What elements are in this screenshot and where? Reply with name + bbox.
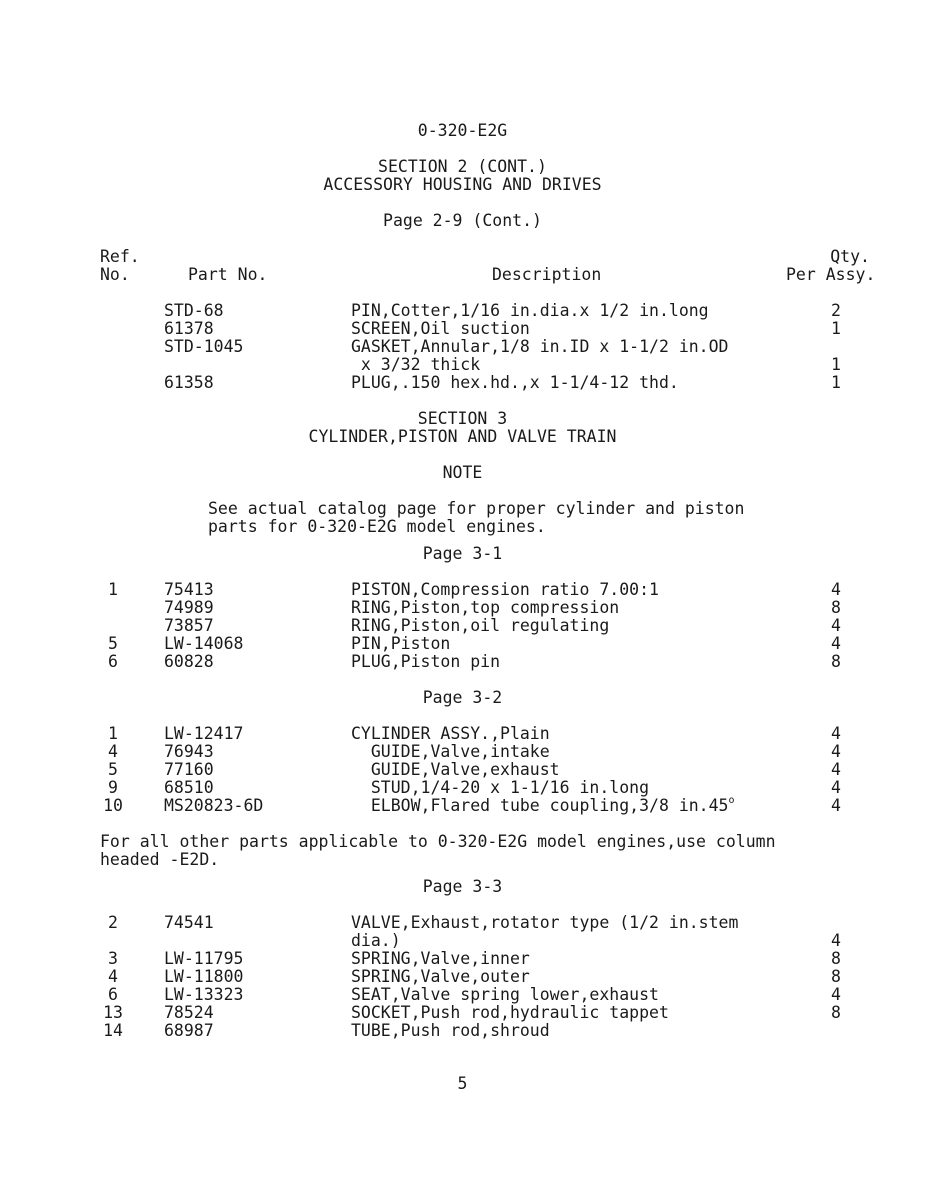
part-description: GUIDE,Valve,intake <box>351 742 550 761</box>
col-qty-header-line1: Qty. <box>830 247 870 266</box>
note-text-line1: See actual catalog page for proper cylinder and piston <box>208 499 745 518</box>
col-description-header: Description <box>492 265 602 284</box>
part-description: RING,Piston,top compression <box>351 598 620 617</box>
part-number: LW-13323 <box>164 985 244 1004</box>
part-number: 68510 <box>164 778 214 797</box>
part-description: RING,Piston,oil regulating <box>351 616 610 635</box>
part-qty: 8 <box>831 598 841 617</box>
page-reference: Page 2-9 (Cont.) <box>383 211 542 230</box>
ref-number: 4 <box>108 967 118 986</box>
note-heading: NOTE <box>442 463 483 482</box>
ref-number: 4 <box>108 742 118 761</box>
part-number: LW-12417 <box>164 724 244 743</box>
part-description: PISTON,Compression ratio 7.00:1 <box>351 580 659 599</box>
page-3-2-label: Page 3-2 <box>422 688 503 707</box>
part-number: LW-14068 <box>164 634 244 653</box>
note-text-line2: parts for 0-320-E2G model engines. <box>208 517 546 536</box>
ref-number: 5 <box>108 760 118 779</box>
part-number: LW-11800 <box>164 967 244 986</box>
ref-number: 1 <box>108 580 118 599</box>
col-part-header: Part No. <box>188 265 268 284</box>
part-description: STUD,1/4-20 x 1-1/16 in.long <box>351 778 650 797</box>
part-description-text: ELBOW,Flared tube coupling,3/8 in.45 <box>351 796 729 815</box>
part-description: TUBE,Push rod,shroud <box>351 1021 550 1040</box>
part-qty: 8 <box>831 949 841 968</box>
part-description: SPRING,Valve,inner <box>351 949 530 968</box>
part-description: SEAT,Valve spring lower,exhaust <box>351 985 659 1004</box>
section3-title: SECTION 3 <box>417 409 508 428</box>
part-number: 74989 <box>164 598 214 617</box>
part-description: PIN,Piston <box>351 634 451 653</box>
other-parts-note-line1: For all other parts applicable to 0-320-E2G model engines,use column <box>100 832 776 851</box>
part-qty: 8 <box>831 652 841 671</box>
part-qty: 1 <box>831 355 841 374</box>
part-number: 78524 <box>164 1003 214 1022</box>
part-qty: 8 <box>831 1003 841 1022</box>
page-3-3-label: Page 3-3 <box>422 877 503 896</box>
part-description: CYLINDER ASSY.,Plain <box>351 724 550 743</box>
part-description: SCREEN,Oil suction <box>351 319 530 338</box>
model-heading: 0-320-E2G <box>417 121 508 140</box>
part-description-cont: dia.) <box>351 931 401 950</box>
part-number: MS20823-6D <box>164 796 264 815</box>
part-number: 61378 <box>164 319 214 338</box>
part-description: PIN,Cotter,1/16 in.dia.x 1/2 in.long <box>351 301 709 320</box>
ref-number: 9 <box>108 778 118 797</box>
part-description: PLUG,.150 hex.hd.,x 1-1/4-12 thd. <box>351 373 679 392</box>
part-number: LW-11795 <box>164 949 244 968</box>
page-number: 5 <box>457 1074 468 1093</box>
col-qty-header-line2: Per Assy. <box>786 265 876 284</box>
part-number: 61358 <box>164 373 214 392</box>
part-qty: 1 <box>831 319 841 338</box>
part-qty: 4 <box>831 985 841 1004</box>
ref-number: 3 <box>108 949 118 968</box>
part-description: GUIDE,Valve,exhaust <box>351 760 560 779</box>
part-qty: 4 <box>831 580 841 599</box>
part-qty: 1 <box>831 373 841 392</box>
part-qty: 4 <box>831 778 841 797</box>
part-qty: 4 <box>831 796 841 815</box>
part-number: 77160 <box>164 760 214 779</box>
other-parts-note-line2: headed -E2D. <box>100 850 220 869</box>
part-qty: 2 <box>831 301 841 320</box>
part-number: 73857 <box>164 616 214 635</box>
ref-number: 5 <box>108 634 118 653</box>
part-qty: 4 <box>831 616 841 635</box>
part-description <box>351 797 735 815</box>
part-description: PLUG,Piston pin <box>351 652 501 671</box>
part-number: 76943 <box>164 742 214 761</box>
section3-subtitle: CYLINDER,PISTON AND VALVE TRAIN <box>308 427 617 446</box>
col-ref-header-line2: No. <box>100 265 130 284</box>
ref-number: 6 <box>108 652 118 671</box>
ref-number: 6 <box>108 985 118 1004</box>
part-description: SPRING,Valve,outer <box>351 967 530 986</box>
part-description: SOCKET,Push rod,hydraulic tappet <box>351 1003 669 1022</box>
part-qty: 8 <box>831 967 841 986</box>
part-number: 74541 <box>164 913 214 932</box>
part-qty: 4 <box>831 760 841 779</box>
part-qty: 4 <box>831 634 841 653</box>
ref-number: 10 <box>103 796 123 815</box>
col-ref-header-line1: Ref. <box>100 247 140 266</box>
ref-number: 1 <box>108 724 118 743</box>
ref-number: 2 <box>108 913 118 932</box>
part-qty: 4 <box>831 931 841 950</box>
page-3-1-label: Page 3-1 <box>422 544 503 563</box>
part-number: 68987 <box>164 1021 214 1040</box>
part-qty: 4 <box>831 724 841 743</box>
part-description: VALVE,Exhaust,rotator type (1/2 in.stem <box>351 913 739 932</box>
section-subtitle: ACCESSORY HOUSING AND DRIVES <box>323 175 602 194</box>
part-description-cont: x 3/32 thick <box>351 355 481 374</box>
degree-superscript: o <box>728 795 735 806</box>
part-description: GASKET,Annular,1/8 in.ID x 1-1/2 in.OD <box>351 337 729 356</box>
part-number: 60828 <box>164 652 214 671</box>
section-title: SECTION 2 (CONT.) <box>378 157 547 176</box>
part-qty: 4 <box>831 742 841 761</box>
part-number: 75413 <box>164 580 214 599</box>
part-number: STD-1045 <box>164 337 244 356</box>
ref-number: 13 <box>103 1003 123 1022</box>
ref-number: 14 <box>103 1021 123 1040</box>
part-number: STD-68 <box>164 301 224 320</box>
